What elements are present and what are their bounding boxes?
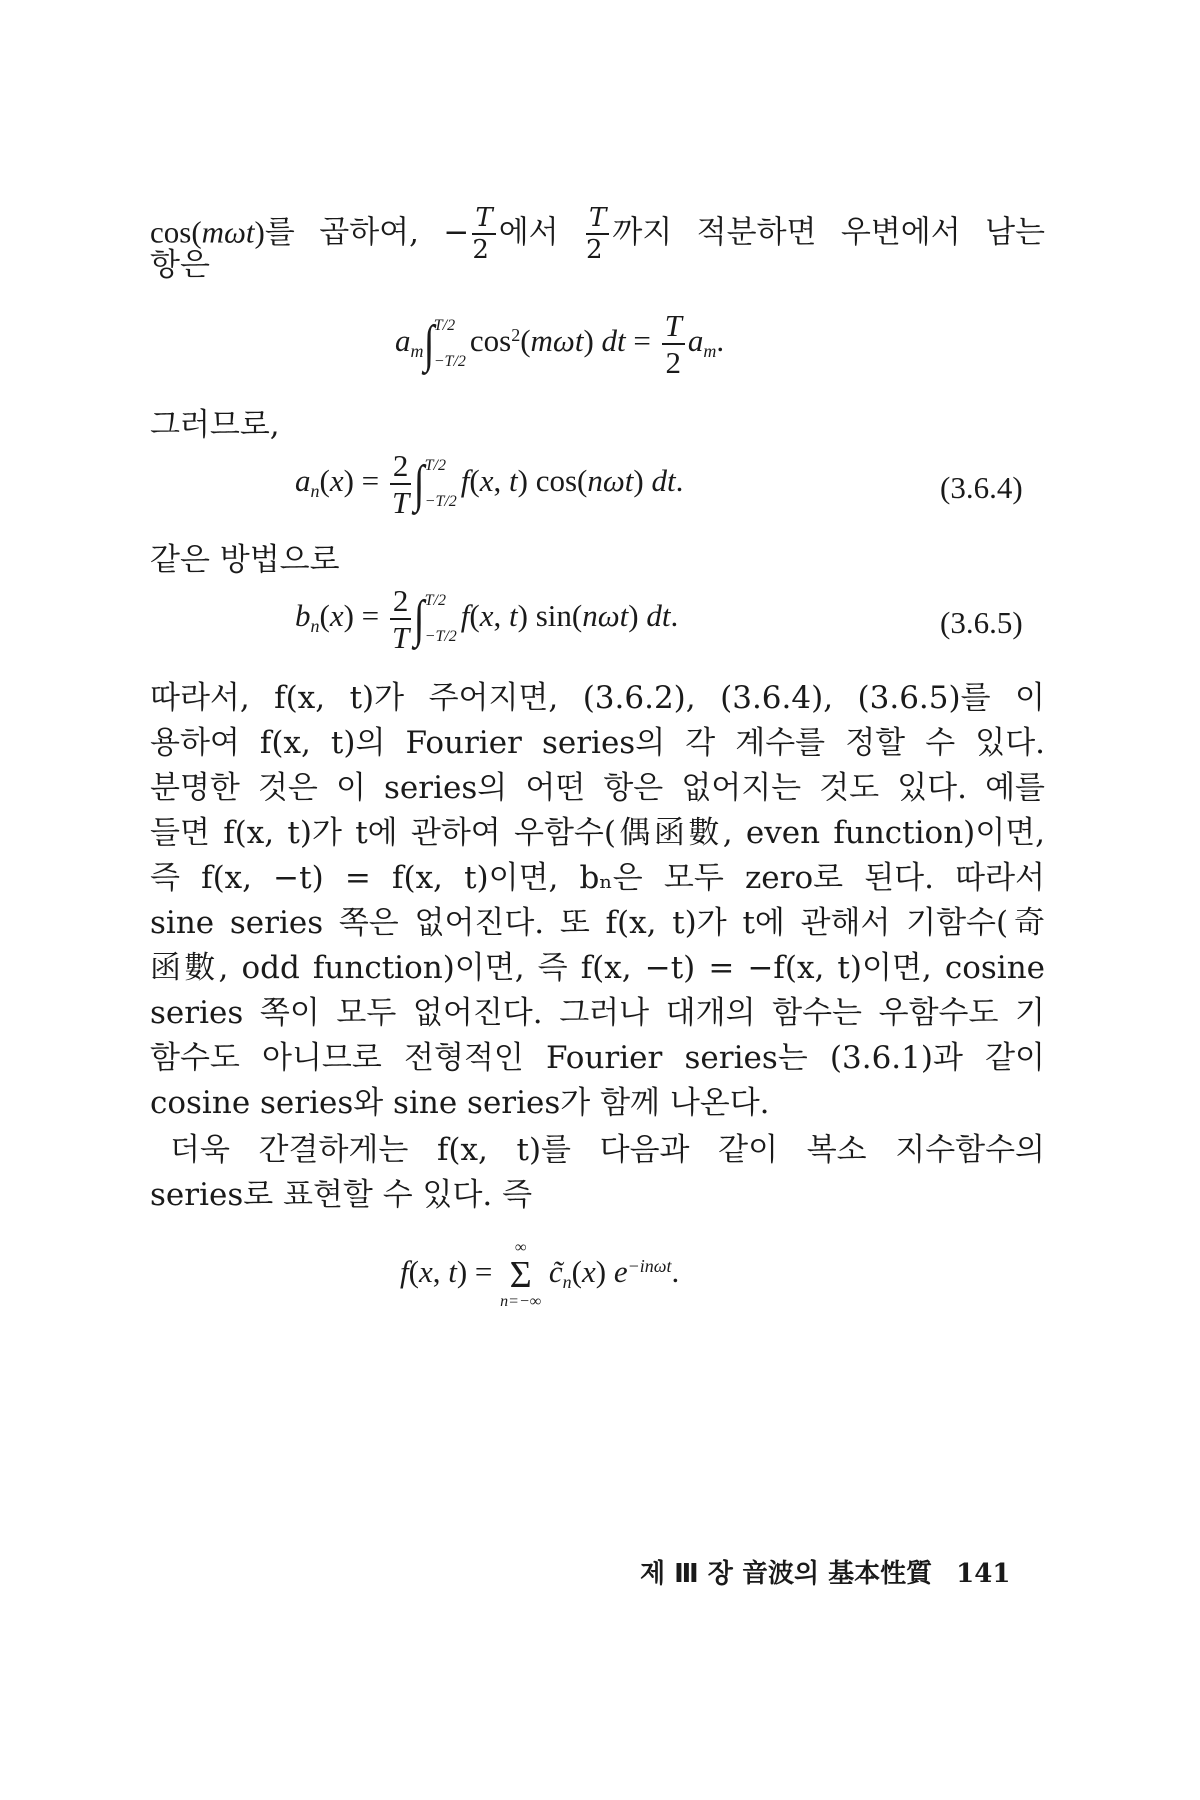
paragraph-line-2: 용하여 f(x, t)의 Fourier series의 각 계수를 정할 수 있다. [150, 725, 1045, 761]
text-line-4: 같은 방법으로 [150, 542, 340, 578]
page-footer [640, 1553, 1010, 1590]
text-line-2: 항은 [150, 247, 210, 283]
text-line-3: 그러므로, [150, 407, 280, 443]
paragraph-line-7: 函數, odd function)이면, 즉 f(x, −t) = −f(x, t)이면, cosine [150, 950, 1045, 986]
equation-4: f(x, t) = ∞ Σ n=−∞ $c̃_n(x)$ $e^{-in\omega t}$. [400, 1239, 680, 1310]
paragraph-line-1: 따라서, f(x, t)가 주어지면, (3.6.2), (3.6.4), (3.6.5)를 이 [150, 680, 1045, 716]
paragraph-line-11: 더욱 간결하게는 f(x, t)를 다음과 같이 복소 지수함수의 [170, 1132, 1045, 1168]
equation-3: $b_n(x)$ = $\frac{2}{T}$ ∫ T/2 −T/2 f(x, t) sin(nωt) dt. [295, 583, 679, 655]
paragraph-line-8: series 쪽이 모두 없어진다. 그러나 대개의 함수는 우함수도 기 [150, 995, 1045, 1031]
equation-2: $a_n(x)$ = $\frac{2}{T}$ ∫ T/2 −T/2 f(x, t) cos(nωt) dt. [295, 448, 684, 520]
paragraph-line-3: 분명한 것은 이 series의 어떤 항은 없어지는 것도 있다. 예를 [150, 770, 1045, 806]
page-number: 141 [956, 1559, 1011, 1589]
equation-3-number: (3.6.5) [940, 605, 1023, 640]
chapter-title: 제 Ⅲ 장 音波의 基本性質 [640, 1559, 933, 1589]
paragraph-line-12: series로 표현할 수 있다. 즉 [150, 1177, 533, 1213]
paragraph-line-9: 함수도 아니므로 전형적인 Fourier series는 (3.6.1)과 같이 [150, 1040, 1045, 1076]
paragraph-line-10: cosine series와 sine series가 함께 나온다. [150, 1085, 770, 1121]
paragraph-line-5: 즉 f(x, −t) = f(x, t)이면, bₙ은 모두 zero로 된다. 따라서 [150, 860, 1045, 896]
equation-1: $a_m\int$ T/2 −T/2 $\cos^2(m\omega t)$ dt = $\frac{T}{2}$ $a_m$. [395, 308, 725, 380]
equation-2-number: (3.6.4) [940, 470, 1023, 505]
paragraph-line-6: sine series 쪽은 없어진다. 또 f(x, t)가 t에 관해서 기함수(奇 [150, 905, 1045, 941]
text-line-1: cos(mωt)를 곱하여, − $\frac{T}{2}$ 에서 $\frac{T}{2}$ 까지 적분하면 우변에서 남는 [150, 203, 1045, 265]
paragraph-line-4: 들면 f(x, t)가 t에 관하여 우함수(偶函數, even function)이면, [150, 815, 1045, 851]
